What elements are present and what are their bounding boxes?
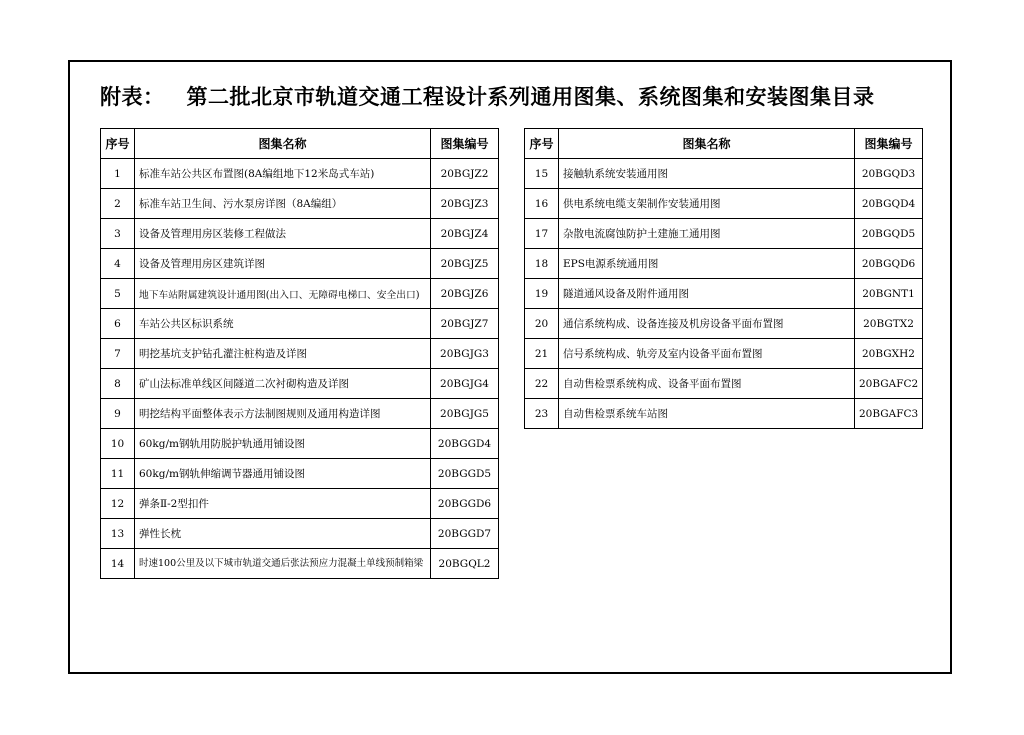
atlas-name: 自动售检票系统构成、设备平面布置图 (559, 369, 855, 399)
atlas-name: 通信系统构成、设备连接及机房设备平面布置图 (559, 309, 855, 339)
page-title (100, 80, 875, 114)
title-main: 第二批北京市轨道交通工程设计系列通用图集、系统图集和安装图集目录 (186, 85, 875, 109)
atlas-name: 矿山法标准单线区间隧道二次衬砌构造及详图 (135, 369, 431, 399)
atlas-code: 20BGQD6 (855, 249, 923, 279)
row-number: 14 (101, 549, 135, 579)
row-number: 9 (101, 399, 135, 429)
table-header-row (101, 129, 499, 159)
atlas-name: 时速100公里及以下城市轨道交通后张法预应力混凝土单线预制箱梁 (135, 549, 431, 579)
table-row (525, 279, 923, 309)
atlas-code: 20BGJG3 (431, 339, 499, 369)
row-number: 17 (525, 219, 559, 249)
row-number: 15 (525, 159, 559, 189)
atlas-code: 20BGGD5 (431, 459, 499, 489)
atlas-name: 标准车站卫生间、污水泵房详图（8A编组） (135, 189, 431, 219)
row-number: 4 (101, 249, 135, 279)
atlas-code: 20BGJZ7 (431, 309, 499, 339)
table-row (101, 369, 499, 399)
atlas-name: 供电系统电缆支架制作安装通用图 (559, 189, 855, 219)
table-row (101, 549, 499, 579)
atlas-code: 20BGAFC3 (855, 399, 923, 429)
table-row (101, 519, 499, 549)
atlas-name: 弹条Ⅱ-2型扣件 (135, 489, 431, 519)
atlas-code: 20BGTX2 (855, 309, 923, 339)
table-row (525, 189, 923, 219)
table-row (101, 219, 499, 249)
atlas-code: 20BGJZ6 (431, 279, 499, 309)
atlas-name: 地下车站附属建筑设计通用图(出入口、无障碍电梯口、安全出口) (135, 279, 431, 309)
atlas-name: 杂散电流腐蚀防护土建施工通用图 (559, 219, 855, 249)
header-no: 序号 (525, 129, 559, 159)
atlas-name: 弹性长枕 (135, 519, 431, 549)
atlas-name: 自动售检票系统车站图 (559, 399, 855, 429)
row-number: 13 (101, 519, 135, 549)
atlas-name: 明挖基坑支护钻孔灌注桩构造及详图 (135, 339, 431, 369)
table-row (525, 309, 923, 339)
row-number: 16 (525, 189, 559, 219)
catalog-table-right-body (525, 159, 923, 429)
atlas-code: 20BGJG4 (431, 369, 499, 399)
atlas-name: 标准车站公共区布置图(8A编组地下12米岛式车站) (135, 159, 431, 189)
row-number: 2 (101, 189, 135, 219)
atlas-name: 隧道通风设备及附件通用图 (559, 279, 855, 309)
row-number: 1 (101, 159, 135, 189)
table-row (525, 219, 923, 249)
atlas-code: 20BGGD4 (431, 429, 499, 459)
row-number: 23 (525, 399, 559, 429)
atlas-code: 20BGGD6 (431, 489, 499, 519)
atlas-name: 60kg/m钢轨伸缩调节器通用铺设图 (135, 459, 431, 489)
table-row (101, 279, 499, 309)
atlas-name: 明挖结构平面整体表示方法制图规则及通用构造详图 (135, 399, 431, 429)
atlas-name: 车站公共区标识系统 (135, 309, 431, 339)
atlas-code: 20BGNT1 (855, 279, 923, 309)
atlas-code: 20BGJZ2 (431, 159, 499, 189)
header-code: 图集编号 (431, 129, 499, 159)
row-number: 20 (525, 309, 559, 339)
table-header-row (525, 129, 923, 159)
row-number: 5 (101, 279, 135, 309)
atlas-code: 20BGGD7 (431, 519, 499, 549)
atlas-code: 20BGJZ5 (431, 249, 499, 279)
atlas-code: 20BGJZ4 (431, 219, 499, 249)
row-number: 8 (101, 369, 135, 399)
table-row (525, 159, 923, 189)
atlas-code: 20BGAFC2 (855, 369, 923, 399)
catalog-table-left (100, 128, 499, 579)
row-number: 6 (101, 309, 135, 339)
table-row (525, 339, 923, 369)
atlas-name: 信号系统构成、轨旁及室内设备平面布置图 (559, 339, 855, 369)
table-row (101, 399, 499, 429)
catalog-table-left-body (101, 159, 499, 579)
table-row (525, 249, 923, 279)
atlas-code: 20BGQD5 (855, 219, 923, 249)
atlas-code: 20BGJG5 (431, 399, 499, 429)
table-row (101, 189, 499, 219)
atlas-name: EPS电源系统通用图 (559, 249, 855, 279)
table-row (101, 489, 499, 519)
row-number: 19 (525, 279, 559, 309)
table-row (525, 399, 923, 429)
table-row (525, 369, 923, 399)
atlas-name: 设备及管理用房区装修工程做法 (135, 219, 431, 249)
header-no: 序号 (101, 129, 135, 159)
table-row (101, 249, 499, 279)
row-number: 12 (101, 489, 135, 519)
table-row (101, 339, 499, 369)
row-number: 22 (525, 369, 559, 399)
atlas-code: 20BGQD3 (855, 159, 923, 189)
header-name: 图集名称 (135, 129, 431, 159)
header-code: 图集编号 (855, 129, 923, 159)
atlas-code: 20BGQD4 (855, 189, 923, 219)
catalog-table-right (524, 128, 923, 429)
table-row (101, 309, 499, 339)
row-number: 18 (525, 249, 559, 279)
row-number: 10 (101, 429, 135, 459)
atlas-code: 20BGJZ3 (431, 189, 499, 219)
row-number: 21 (525, 339, 559, 369)
row-number: 11 (101, 459, 135, 489)
atlas-name: 60kg/m钢轨用防脱护轨通用铺设图 (135, 429, 431, 459)
atlas-name: 设备及管理用房区建筑详图 (135, 249, 431, 279)
title-lead: 附表： (100, 85, 165, 109)
header-name: 图集名称 (559, 129, 855, 159)
table-row (101, 459, 499, 489)
table-row (101, 159, 499, 189)
atlas-name: 接触轨系统安装通用图 (559, 159, 855, 189)
row-number: 7 (101, 339, 135, 369)
table-row (101, 429, 499, 459)
atlas-code: 20BGQL2 (431, 549, 499, 579)
atlas-code: 20BGXH2 (855, 339, 923, 369)
row-number: 3 (101, 219, 135, 249)
